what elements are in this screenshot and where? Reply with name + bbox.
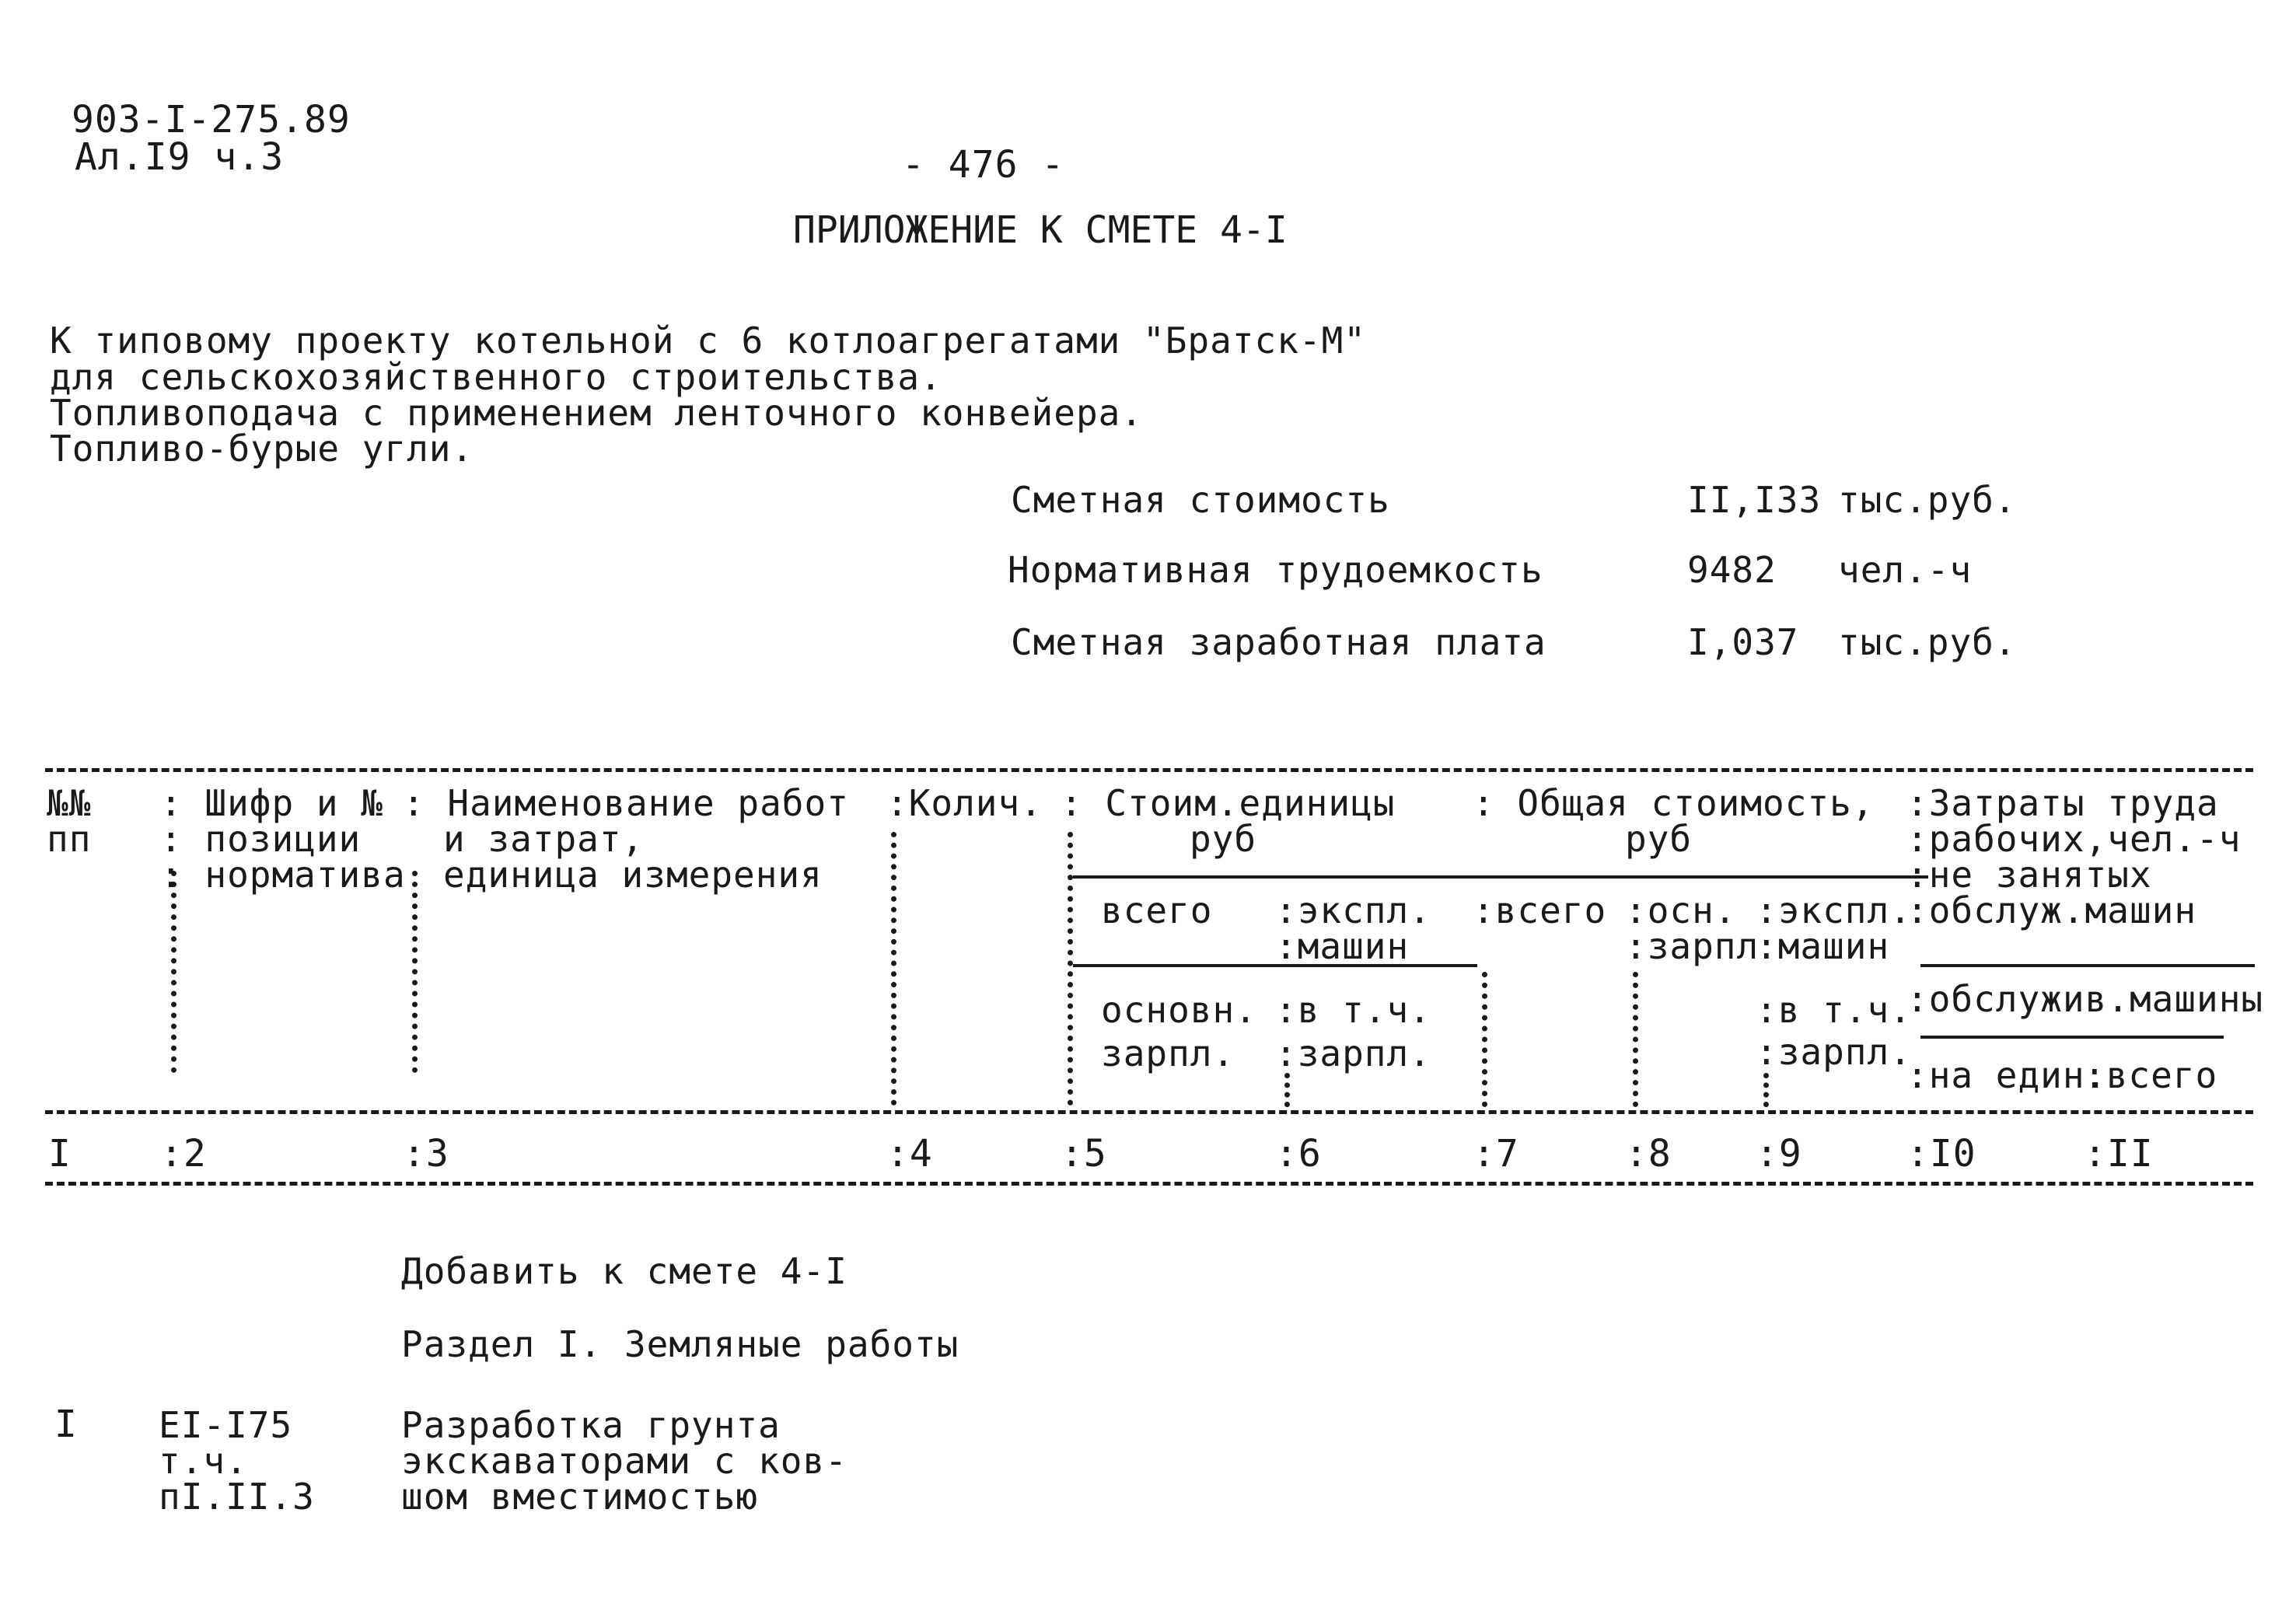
header-col9-bottom-1: :в т.ч.	[1756, 989, 1912, 1031]
header-col5-bottom-2: зарпл.	[1101, 1032, 1235, 1074]
row-name-line-2: экскаваторами с ков-	[401, 1440, 847, 1482]
sheet-reference: Ал.I9 ч.3	[75, 135, 285, 179]
column-number-10: :I0	[1906, 1132, 1976, 1176]
column-number-4: :4	[886, 1132, 933, 1176]
header-labor-group-2: :рабочих,чел.-ч	[1906, 818, 2242, 860]
summary-wage-value: I,037	[1687, 621, 1799, 663]
row-name-line-1: Разработка грунта	[401, 1404, 781, 1446]
header-rule-labor-1	[1920, 964, 2255, 967]
col-separator-2	[171, 871, 176, 1073]
column-number-5: :5	[1061, 1132, 1107, 1176]
table-top-rule	[45, 768, 2253, 772]
header-code-line-1: : Шифр и №	[160, 782, 383, 824]
summary-wage-label: Сметная заработная плата	[1011, 621, 1546, 663]
header-bottom-rule	[45, 1110, 2253, 1114]
col-separator-4	[891, 832, 896, 1106]
header-total-cost-group-2: руб	[1625, 818, 1693, 860]
column-number-3: :3	[403, 1132, 449, 1176]
project-line-2: для сельскохозяйственного строительства.	[50, 356, 942, 398]
header-num-line-2: пп	[47, 818, 92, 860]
col-separator-6	[1284, 1073, 1290, 1107]
header-col6-top-2: :машин	[1275, 925, 1410, 967]
header-col6-bottom-1: :в т.ч.	[1275, 989, 1431, 1031]
document-code: 903-I-275.89	[72, 98, 351, 141]
summary-cost-value: II,I33	[1687, 479, 1822, 521]
header-col9-top-1: :экспл.	[1756, 889, 1912, 931]
header-col9-bottom-2: :зарпл.	[1756, 1031, 1912, 1073]
header-code-line-3: : норматива	[160, 854, 406, 896]
header-labor-sub: :обслужив.машины	[1906, 978, 2264, 1020]
header-rule-labor-2	[1920, 1036, 2224, 1039]
project-line-3: Топливоподача с применением ленточного конвейера.	[50, 392, 1144, 434]
header-col9-top-2: :машин	[1756, 925, 1890, 967]
header-labor-group-3: :не занятых	[1906, 854, 2152, 896]
header-col7: :всего	[1473, 889, 1607, 931]
header-labor-group-1: :Затраты труда	[1906, 782, 2219, 824]
header-quantity: :Колич.	[886, 782, 1043, 824]
header-col10: :на един.	[1906, 1054, 2108, 1096]
header-labor-group-4: :обслуж.машин	[1906, 889, 2197, 931]
header-name-line-1: : Наименование работ	[403, 782, 849, 824]
column-number-1: I	[48, 1132, 72, 1176]
column-number-6: :6	[1275, 1132, 1322, 1176]
header-col11: :всего	[2084, 1054, 2218, 1096]
summary-labor-unit: чел.-ч	[1838, 549, 1973, 591]
header-name-line-2: и затрат,	[443, 818, 645, 860]
page-title: ПРИЛОЖЕНИЕ К СМЕТЕ 4-I	[793, 208, 1288, 252]
header-col6-bottom-2: :зарпл.	[1275, 1032, 1431, 1074]
col-separator-5	[1068, 832, 1073, 1106]
summary-cost-unit: тыс.руб.	[1838, 479, 2017, 521]
summary-cost-label: Сметная стоимость	[1011, 479, 1390, 521]
column-number-8: :8	[1625, 1132, 1672, 1176]
summary-labor-label: Нормативная трудоемкость	[1008, 549, 1543, 591]
summary-wage-unit: тыс.руб.	[1838, 621, 2017, 663]
col-separator-9	[1763, 1073, 1769, 1107]
page-number: - 476 -	[902, 143, 1065, 187]
column-number-7: :7	[1473, 1132, 1519, 1176]
col-separator-7	[1482, 972, 1487, 1107]
header-unit-cost-group-1: : Стоим.единицы	[1061, 782, 1396, 824]
header-name-line-3: единица измерения	[443, 854, 823, 896]
header-col8-1: :осн.	[1625, 889, 1737, 931]
header-code-line-2: : позиции	[160, 818, 362, 860]
header-col5-bottom-1: основн.	[1101, 989, 1257, 1031]
header-col6-top-1: :экспл.	[1275, 889, 1431, 931]
section-heading: Раздел I. Земляные работы	[401, 1323, 959, 1365]
row-code-line-1: EI-I75	[159, 1404, 293, 1446]
row-number: I	[54, 1403, 78, 1446]
header-total-cost-group-1: : Общая стоимость,	[1473, 782, 1875, 824]
column-number-9: :9	[1756, 1132, 1802, 1176]
column-number-2: :2	[160, 1132, 207, 1176]
project-line-1: К типовому проекту котельной с 6 котлоагрегатами "Братск-М"	[50, 320, 1366, 362]
row-code-line-2: т.ч.	[159, 1440, 248, 1482]
col-separator-3	[412, 871, 418, 1073]
column-numbers-rule	[45, 1182, 2253, 1186]
header-col8-2: :зарпл	[1625, 925, 1760, 967]
project-line-4: Топливо-бурые угли.	[50, 428, 474, 470]
add-to-estimate-line: Добавить к смете 4-I	[401, 1250, 847, 1292]
header-col5-top: всего	[1101, 889, 1213, 931]
row-code-line-3: пI.II.3	[159, 1476, 315, 1518]
col-separator-8	[1633, 972, 1638, 1107]
header-unit-cost-group-2: руб	[1190, 818, 1257, 860]
row-name-line-3: шом вместимостью	[401, 1476, 759, 1518]
summary-labor-value: 9482	[1687, 549, 1777, 591]
column-number-11: :II	[2084, 1132, 2154, 1176]
header-rule-cost-groups	[1073, 875, 1928, 879]
header-num-line-1: №№	[47, 782, 92, 824]
